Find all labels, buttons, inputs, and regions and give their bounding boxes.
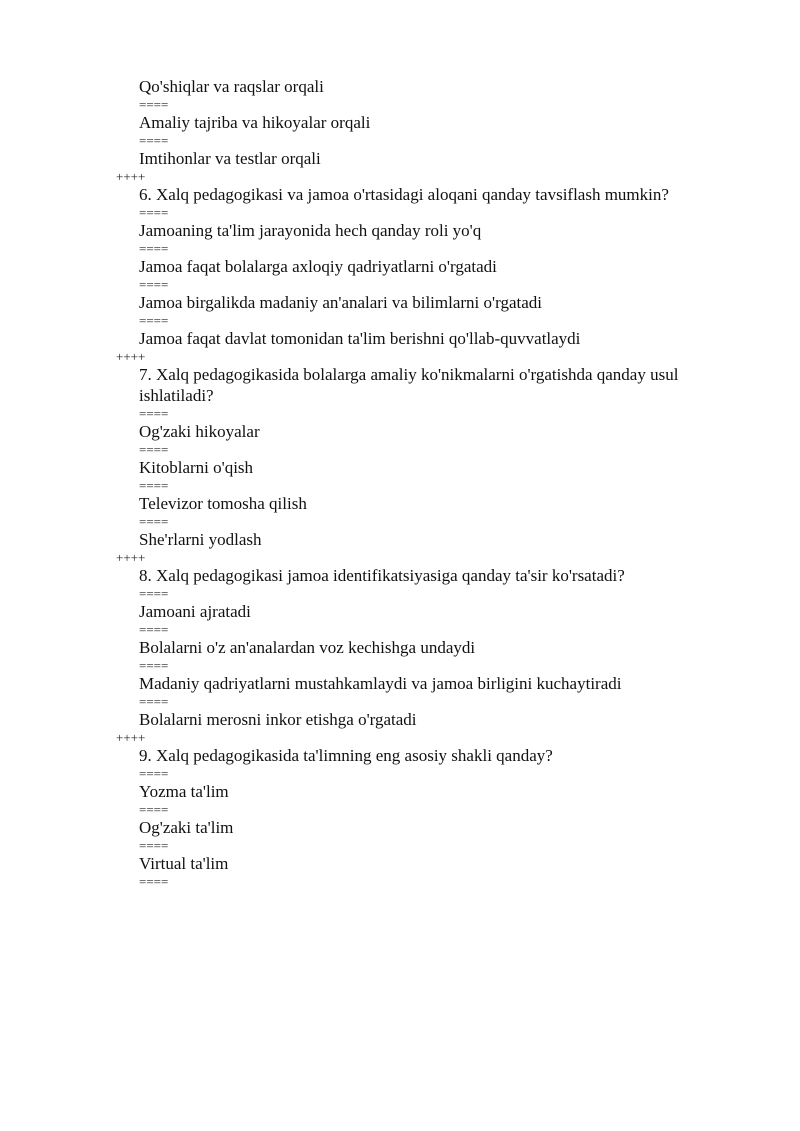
question-separator: ++++ [116, 349, 146, 364]
answer-option: Amaliy tajriba va hikoyalar orqali [139, 113, 371, 132]
answer-option: Jamoani ajratadi [139, 602, 251, 621]
option-separator: ==== [139, 205, 169, 220]
option-separator: ==== [139, 478, 169, 493]
option-separator: ==== [139, 802, 169, 817]
option-separator: ==== [139, 133, 169, 148]
answer-option: Og'zaki hikoyalar [139, 422, 260, 441]
answer-option: Qo'shiqlar va raqslar orqali [139, 77, 324, 96]
option-separator: ==== [139, 241, 169, 256]
option-separator: ==== [139, 442, 169, 457]
question-separator: ++++ [116, 730, 146, 745]
question-text: 6. Xalq pedagogikasi va jamoa o'rtasidagi aloqani qanday tavsiflash mumkin? [139, 185, 669, 204]
answer-option: Jamoaning ta'lim jarayonida hech qanday roli yo'q [139, 221, 482, 240]
question-separator: ++++ [116, 169, 146, 184]
answer-option: Jamoa birgalikda madaniy an'analari va bilimlarni o'rgatadi [139, 293, 542, 312]
option-separator: ==== [139, 514, 169, 529]
option-separator: ==== [139, 766, 169, 781]
answer-option: Jamoa faqat bolalarga axloqiy qadriyatlarni o'rgatadi [139, 257, 497, 276]
option-separator: ==== [139, 838, 169, 853]
answer-option: Madaniy qadriyatlarni mustahkamlaydi va jamoa birligini kuchaytiradi [139, 674, 622, 693]
answer-option: Virtual ta'lim [139, 854, 229, 873]
answer-option: Bolalarni merosni inkor etishga o'rgatadi [139, 710, 417, 729]
option-separator: ==== [139, 277, 169, 292]
option-separator: ==== [139, 313, 169, 328]
option-separator: ==== [139, 622, 169, 637]
option-separator: ==== [139, 406, 169, 421]
document-body [0, 76, 800, 889]
answer-option: Kitoblarni o'qish [139, 458, 254, 477]
option-separator: ==== [139, 874, 169, 889]
question-separator: ++++ [116, 550, 146, 565]
option-separator: ==== [139, 586, 169, 601]
answer-option: She'rlarni yodlash [139, 530, 262, 549]
answer-option: Og'zaki ta'lim [139, 818, 234, 837]
answer-option: Jamoa faqat davlat tomonidan ta'lim berishni qo'llab-quvvatlaydi [139, 329, 581, 348]
answer-option: Imtihonlar va testlar orqali [139, 149, 321, 168]
question-text: 8. Xalq pedagogikasi jamoa identifikatsiyasiga qanday ta'sir ko'rsatadi? [139, 566, 625, 585]
answer-option: Yozma ta'lim [139, 782, 229, 801]
option-separator: ==== [139, 694, 169, 709]
question-text: 7. Xalq pedagogikasida bolalarga amaliy ko'nikmalarni o'rgatishda qanday usul ishlatiladi? [139, 365, 679, 405]
option-separator: ==== [139, 658, 169, 673]
answer-option: Televizor tomosha qilish [139, 494, 307, 513]
answer-option: Bolalarni o'z an'analardan voz kechishga undaydi [139, 638, 476, 657]
question-text: 9. Xalq pedagogikasida ta'limning eng asosiy shakli qanday? [139, 746, 553, 765]
option-separator: ==== [139, 97, 169, 112]
